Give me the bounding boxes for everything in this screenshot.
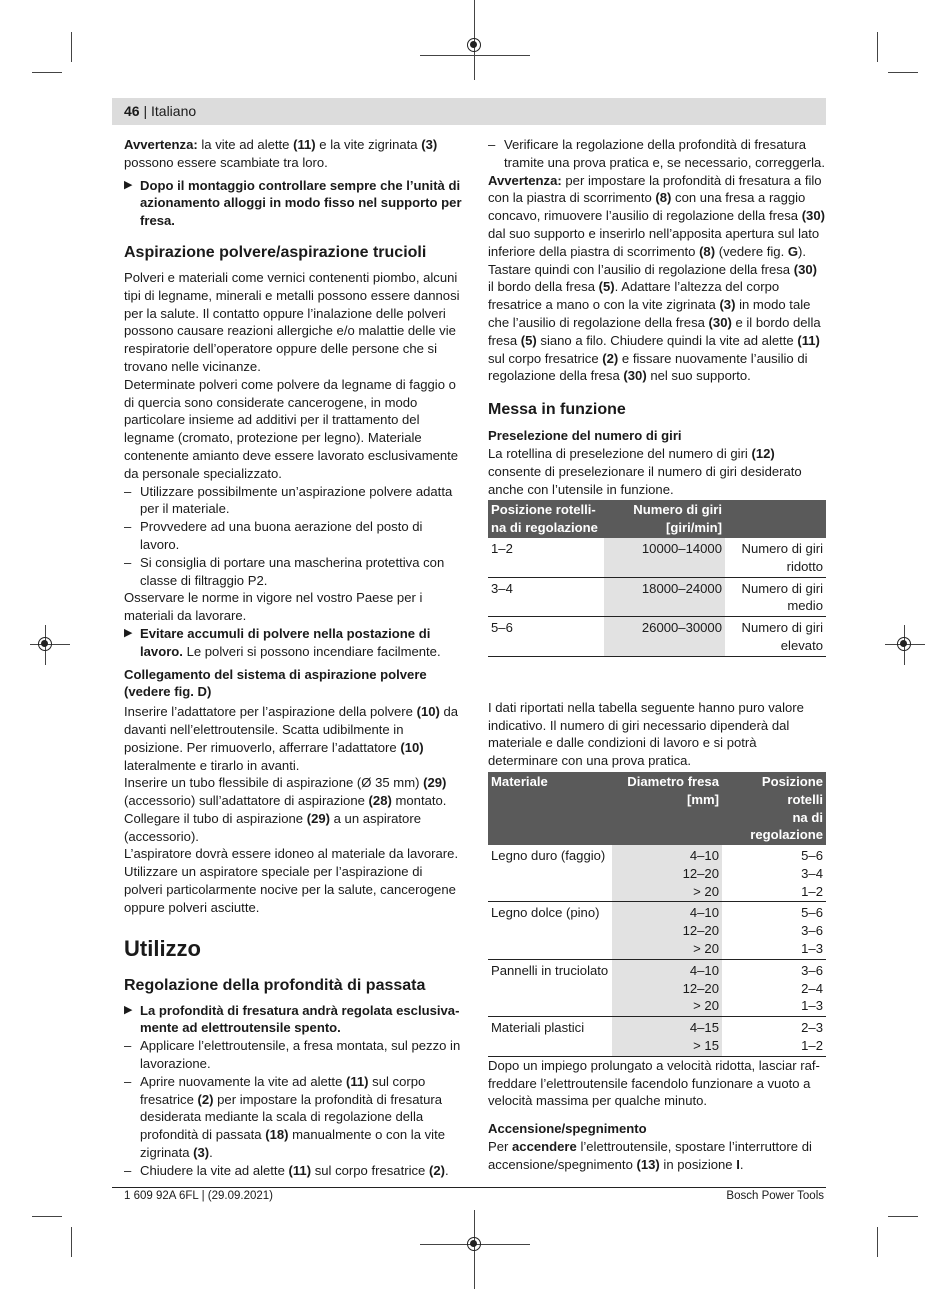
paragraph: Determinate polveri come polvere da legname di faggio o di quercia sono considerate cancerogene, in modo particolare insieme ad additivi per il trattamento del legname (cromato, protezione per legno). Materiale contenente amianto deve essere lavorato esclusivamente da personale specializzato.: [124, 376, 459, 481]
warning-paragraph: Avvertenza: per impostare la profondità di fresatura a filo con la piastra di scorrimento (8) con una fresa a raggio concavo, rimuovere l’ausilio di regolazione della fresa (30) dal suo supporto e inserirlo nell’apposita apertura sul lato inferiore della piastra di scorrimento (8) (vedere fig. G). Tastare quindi con l’ausilio di regolazione della fresa (30) il bordo della fresa (5). Adattare l’altezza del corpo fresatrice a mano o con la vite zigrinata (3) in modo tale che l’ausilio di regolazione della fresa (30) e il bordo della fresa (5) siano a filo. Chiudere quindi la vite ad alette (11) sul corpo fresatrice (2) e fissare nuovamente l’ausilio di regolazione della fresa (30) nel suo supporto.: [488, 172, 825, 384]
paragraph: Polveri e materiali come vernici contenenti piombo, alcuni tipi di legname, minerali e metalli possono essere dannosi per la salute. Il contatto oppure l’inalazione delle polveri possono causare reazioni allergiche e/o malattie delle vie respiratorie dell’operatore oppure delle persone che si trovano nelle vicinanze.: [124, 269, 460, 374]
paragraph: I dati riportati nella tabella seguente hanno puro valore indicativo. Il numero di giri necessario dipenderà dal materiale e dalle condizioni di lavoro e si potrà determinare con una prova pratica.: [488, 699, 804, 769]
crop-mark: [877, 1227, 878, 1257]
arrow-icon: ▶: [124, 178, 133, 191]
table-row: Legno duro (faggio) 4–10 12–20 > 20 5–6 3–4 1–2: [488, 845, 826, 902]
table-header-row: [488, 772, 826, 845]
table-row: 3–4 18000–24000 Numero di giri medio: [488, 577, 826, 617]
table-header-cell: Posizione rotellina di regolazione: [488, 500, 604, 538]
table-header-cell: [725, 500, 826, 538]
table-header-cell: Posizione rotelli na di regolazione: [722, 772, 826, 845]
paragraph: Utilizzare un aspiratore speciale per l’aspirazione di polveri particolarmente nocive per la salute, cancerogene oppure polveri asciutte.: [124, 864, 456, 915]
registration-mark-icon: [38, 637, 52, 651]
list-item: – Provvedere ad una buona aerazione del posto di lavoro.: [124, 518, 462, 554]
table-header-cell: Materiale: [488, 772, 612, 845]
section-heading: Aspirazione polvere/aspirazione trucioli: [124, 243, 427, 261]
crop-mark: [888, 72, 918, 73]
paragraph: Inserire un tubo flessibile di aspirazione (Ø 35 mm) (29) (accessorio) sull’adattatore di aspirazione (28) montato. Collegare il tubo di aspirazione (29) a un aspiratore (accessorio).: [124, 775, 447, 844]
footer-right: Bosch Power Tools: [726, 1190, 824, 1202]
list-item: – Utilizzare possibilmente un’aspirazione polvere adatta per il materiale.: [124, 483, 462, 519]
right-column: [488, 136, 826, 1174]
list-item: – Verificare la regolazione della profondità di fresatura tramite una prova pratica e, se necessario, correggerla.: [488, 136, 826, 172]
crop-mark: [32, 72, 62, 73]
paragraph: Per accendere l’elettroutensile, spostare l’interruttore di accensione/spegnimento (13) in posizione I.: [488, 1139, 812, 1172]
section-heading: Regolazione della profondità di passata: [124, 976, 426, 994]
safety-note: ▶ La profondità di fresatura andrà regolata esclusivamente ad elettroutensile spento.: [124, 1002, 460, 1036]
table-row: 1–2 10000–14000 Numero di giri ridotto: [488, 538, 826, 577]
crop-mark: [888, 1216, 918, 1217]
list-item: – Chiudere la vite ad alette (11) sul corpo fresatrice (2).: [124, 1162, 462, 1180]
safety-note: ▶ Evitare accumuli di polvere nella postazione di lavoro. Le polveri si possono incendiare facilmente.: [124, 625, 441, 659]
table-header-row: [488, 500, 826, 538]
crop-mark: [420, 55, 530, 56]
section-heading: Messa in funzione: [488, 401, 626, 419]
table-header-cell: Numero di giri [giri/min]: [604, 500, 725, 538]
crop-mark: [71, 1227, 72, 1257]
list-item: – Applicare l’elettroutensile, a fresa montata, sul pezzo in lavorazione.: [124, 1037, 462, 1073]
chapter-heading: Utilizzo: [124, 935, 201, 961]
table-row: Materiali plastici 4–15 > 15 2–3 1–2: [488, 1017, 826, 1057]
paragraph: L’aspiratore dovrà essere idoneo al materiale da lavorare.: [124, 846, 459, 862]
speed-table: [488, 500, 826, 656]
paragraph: Inserire l’adattatore per l’aspirazione della polvere (10) da davanti nell’elettroutensile. Scatta udibilmente in posizione. Per rimuoverlo, afferrare l’adattatore (10) lateralmente e tirarlo in avanti.: [124, 704, 459, 773]
subsection-heading: Collegamento del sistema di aspirazione polvere (vedere fig. D): [124, 666, 427, 700]
footer-left: 1 609 92A 6FL | (29.09.2021): [124, 1190, 273, 1202]
registration-mark-icon: [897, 637, 911, 651]
warning-paragraph: Avvertenza: la vite ad alette (11) e la vite zigrinata (3) possono essere scambiate tra loro.: [124, 137, 438, 170]
paragraph: Osservare le norme in vigore nel vostro Paese per i materiali da lavorare.: [124, 590, 423, 624]
registration-mark-icon: [467, 38, 481, 52]
footer-rule: [112, 1187, 826, 1188]
crop-mark: [877, 32, 878, 62]
subsection-heading: Preselezione del numero di giri: [488, 428, 682, 444]
page-header-bar: [112, 98, 826, 125]
page-number: 46: [124, 103, 140, 119]
table-row: Legno dolce (pino) 4–10 12–20 > 20 5–6 3–6 1–3: [488, 902, 826, 959]
arrow-icon: ▶: [124, 626, 133, 639]
header-language: Italiano: [151, 103, 197, 119]
material-table: [488, 772, 826, 1057]
list-item: – Si consiglia di portare una mascherina protettiva con classe di filtraggio P2.: [124, 554, 462, 590]
list-item: – Aprire nuovamente la vite ad alette (11) sul corpo fresatrice (2) per impostare la profondità di fresatura desiderata mediante la scala di regolazione della profondità di passata (18) manualmente o con la vite zigrinata (3).: [124, 1073, 462, 1162]
page-header: 46 | Italiano: [124, 103, 197, 119]
arrow-icon: ▶: [124, 1003, 133, 1016]
table-header-cell: Diametro fresa [mm]: [612, 772, 722, 845]
crop-mark: [32, 1216, 62, 1217]
table-row: 5–6 26000–30000 Numero di giri elevato: [488, 617, 826, 657]
left-column: [124, 136, 462, 1180]
safety-note: ▶ Dopo il montaggio controllare sempre che l’unità di azionamento alloggi in modo fisso nel supporto per fresa.: [124, 177, 462, 229]
registration-mark-icon: [467, 1237, 481, 1251]
subsection-heading: Accensione/spegnimento: [488, 1121, 647, 1137]
table-row: Pannelli in truciolato 4–10 12–20 > 20 3–6 2–4 1–3: [488, 959, 826, 1016]
paragraph: Dopo un impiego prolungato a velocità ridotta, lasciar raffreddare l’elettroutensile facendolo funzionare a vuoto a velocità massima per qualche minuto.: [488, 1057, 820, 1109]
paragraph: La rotellina di preselezione del numero di giri (12) consente di preselezionare il numero di giri desiderato anche con l’utensile in funzione.: [488, 445, 802, 497]
crop-mark: [71, 32, 72, 62]
